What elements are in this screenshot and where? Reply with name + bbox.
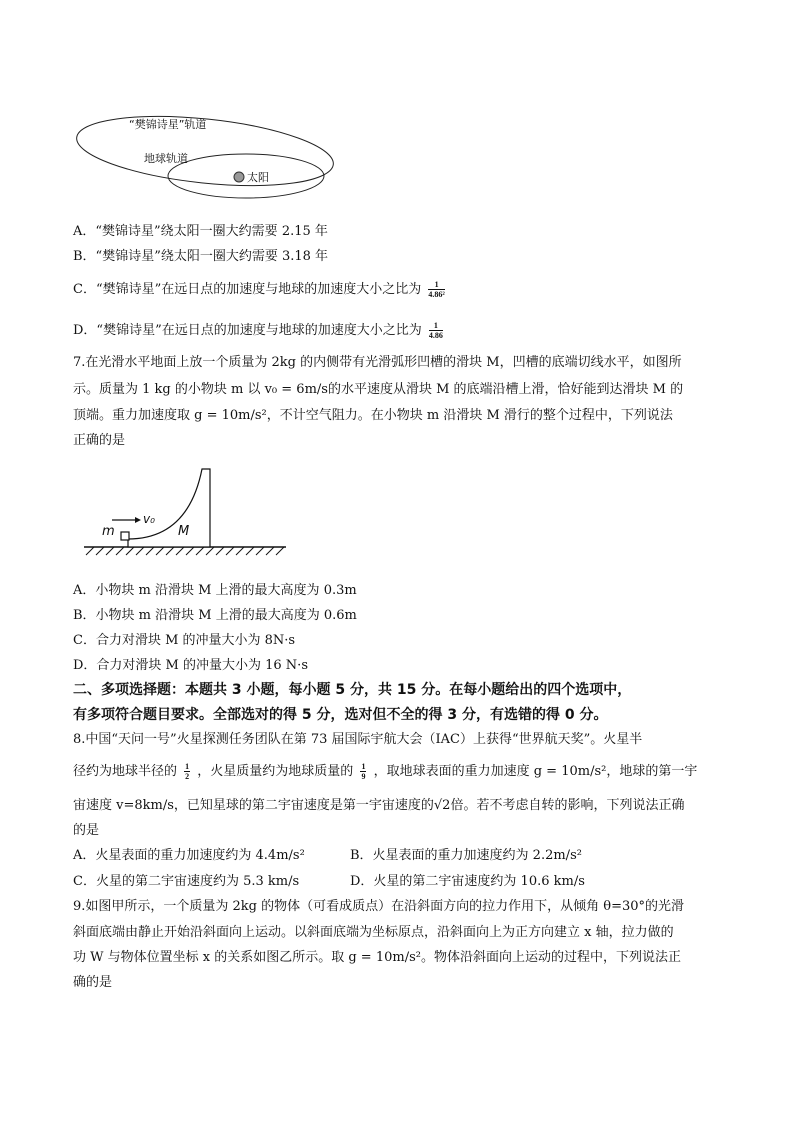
- q9-stem-line1: 9.如图甲所示，一个质量为 2kg 的物体（可看成质点）在沿斜面方向的拉力作用下，从倾角 θ=30°的光滑: [73, 899, 685, 914]
- q8-line2-part3: ，取地球表面的重力加速度 g = 10m/s²，地球的第一宇: [373, 764, 698, 779]
- q7-stem-line3: 顶端。重力加速度取 g = 10m/s²，不计空气阻力。在小物块 m 沿滑块 M 滑行的整个过程中，下列说法: [73, 408, 673, 423]
- slider-figure: [80, 465, 290, 560]
- q8-fraction-half: [184, 762, 190, 781]
- section2-title-line2: 有多项符合题目要求。全部选对的得 5 分，选对但不全的得 3 分，有选错的得 0 分。: [73, 707, 608, 723]
- q8-option-d: D．火星的第二宇宙速度约为 10.6 km/s: [350, 874, 585, 889]
- q7-option-c: C．合力对滑块 M 的冲量大小为 8N·s: [73, 633, 296, 648]
- q6-option-c-text: C．“樊锦诗星”在远日点的加速度与地球的加速度大小之比为: [73, 282, 422, 297]
- q6-option-c-fraction: [428, 280, 444, 299]
- ground-hatching: [86, 547, 284, 555]
- label-v0: v₀: [143, 512, 155, 526]
- fraction-denominator: 9: [361, 772, 366, 781]
- q7-stem-line1: 7.在光滑水平地面上放一个质量为 2kg 的内侧带有光滑弧形凹槽的滑块 M，凹槽的底端切线水平，如图所: [73, 355, 682, 370]
- small-block-m: [121, 532, 129, 540]
- sun-icon: [234, 172, 244, 182]
- q8-option-b: B．火星表面的重力加速度约为 2.2m/s²: [350, 848, 582, 863]
- q9-stem-line3: 功 W 与物体位置坐标 x 的关系如图乙所示。取 g = 10m/s²。物体沿斜面向上运动的过程中，下列说法正: [73, 950, 681, 965]
- earth-orbit: [168, 154, 324, 198]
- fraction-denominator: 2: [185, 772, 190, 781]
- orbit-figure: [74, 113, 336, 203]
- q7-option-d: D．合力对滑块 M 的冲量大小为 16 N·s: [73, 658, 308, 673]
- label-M: M: [178, 524, 190, 539]
- q8-option-c: C．火星的第二宇宙速度约为 5.3 km/s: [73, 874, 300, 889]
- q7-stem-line4: 正确的是: [73, 433, 126, 448]
- earth-orbit-label: 地球轨道: [144, 152, 188, 165]
- q6-option-c: [73, 280, 448, 299]
- q6-option-d-fraction: [429, 321, 443, 340]
- q8-stem-line4: 的是: [73, 823, 100, 838]
- q9-stem-line2: 斜面底端由静止开始沿斜面向上运动。以斜面底端为坐标原点，沿斜面向上为正方向建立 x 轴，拉力做的: [73, 925, 674, 940]
- fraction-denominator: 4.86: [428, 331, 443, 340]
- q7-option-b: B．小物块 m 沿滑块 M 上滑的最大高度为 0.6m: [73, 608, 357, 623]
- fraction-numerator: 1: [185, 762, 190, 771]
- arrow-head-icon: [135, 517, 141, 523]
- q8-line2-part1: 径约为地球半径的: [73, 764, 178, 779]
- q8-fraction-ninth: [360, 762, 366, 781]
- q8-line2-part2: ，火星质量约为地球质量的: [197, 764, 354, 779]
- q6-option-d: [73, 321, 446, 340]
- q8-stem-line3: 宙速度 v=8km/s，已知星球的第二宇宙速度是第一宇宙速度的√2倍。若不考虑自转的影响，下列说法正确: [73, 798, 685, 813]
- q7-stem-line2: 示。质量为 1 kg 的小物块 m 以 v₀ = 6m/s的水平速度从滑块 M 的底端沿槽上滑，恰好能到达滑块 M 的: [73, 382, 684, 397]
- fraction-numerator: 1: [361, 762, 366, 771]
- sun-label: 太阳: [247, 171, 269, 184]
- q9-stem-line4: 确的是: [73, 975, 113, 990]
- q8-option-a: A．火星表面的重力加速度约为 4.4m/s²: [73, 848, 305, 863]
- q6-option-d-text: D．“樊锦诗星”在远日点的加速度与地球的加速度大小之比为: [73, 323, 422, 338]
- q7-option-a: A．小物块 m 沿滑块 M 上滑的最大高度为 0.3m: [73, 583, 357, 598]
- fraction-denominator: 4.86²: [428, 290, 445, 299]
- q8-stem-line1: 8.中国“天问一号”火星探测任务团队在第 73 届国际宇航大会（IAC）上获得“世界航天奖”。火星半: [73, 732, 643, 747]
- q6-option-b: B．“樊锦诗星”绕太阳一圈大约需要 3.18 年: [73, 249, 329, 264]
- groove-block-M: [128, 469, 210, 547]
- label-m: m: [102, 524, 115, 539]
- q6-option-a: A．“樊锦诗星”绕太阳一圈大约需要 2.15 年: [73, 224, 328, 239]
- fraction-numerator: 1: [428, 280, 444, 290]
- q8-stem-line2: [73, 762, 697, 781]
- section2-title-line1: 二、多项选择题：本题共 3 小题，每小题 5 分，共 15 分。在每小题给出的四个选项中，: [73, 682, 632, 698]
- comet-orbit-label: “樊锦诗星”轨道: [129, 118, 207, 131]
- fraction-numerator: 1: [429, 321, 443, 331]
